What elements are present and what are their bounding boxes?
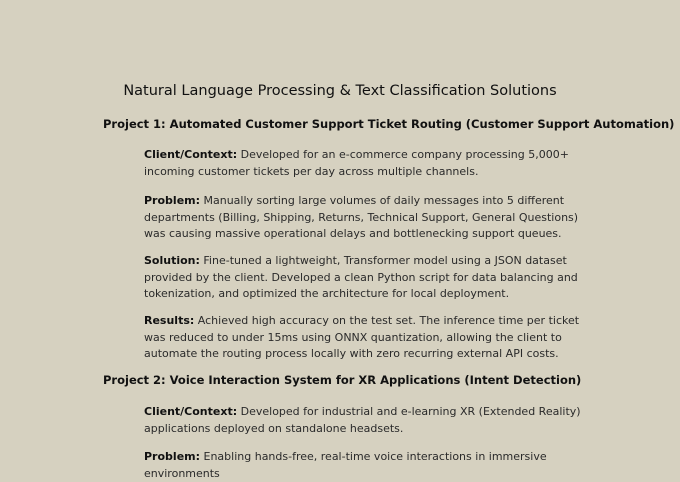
- project-1-problem-paragraph: [144, 193, 584, 243]
- problem-text: Manually sorting large volumes of daily messages into 5 different departments (Billing, Shipping, Returns, Technical Support, General Questions) was causing massive operational delays and bottlenecking support queues.: [144, 194, 579, 240]
- results-text: Achieved high accuracy on the test set. The inference time per ticket was reduced to under 15ms using ONNX quantization, allowing the client to automate the routing process locally with zero recurring external API costs.: [144, 314, 580, 360]
- project-1-results-paragraph: [144, 313, 584, 363]
- project-1-solution-paragraph: [144, 253, 584, 303]
- context-label: Client/Context:: [144, 148, 238, 161]
- solution-text: Fine-tuned a lightweight, Transformer model using a JSON dataset provided by the client. Developed a clean Python script for data balancing and tokenization, and optimized the architecture for local deployment.: [144, 254, 578, 300]
- problem-label: Problem:: [144, 450, 201, 463]
- document-title: Natural Language Processing & Text Classification Solutions: [123, 83, 557, 99]
- context-text: Developed for industrial and e-learning XR (Extended Reality) applications deployed on standalone headsets.: [144, 405, 581, 435]
- project-2-context-paragraph: [144, 404, 584, 437]
- results-label: Results:: [144, 314, 195, 327]
- context-text: Developed for an e-commerce company processing 5,000+ incoming customer tickets per day across multiple channels.: [144, 148, 569, 178]
- problem-text: Enabling hands-free, real-time voice interactions in immersive environments: [144, 450, 547, 480]
- project-1-context-paragraph: [144, 147, 584, 180]
- project-2-problem-paragraph: [144, 449, 584, 482]
- solution-label: Solution:: [144, 254, 200, 267]
- project-1-heading: Project 1: Automated Customer Support Ticket Routing (Customer Support Automation): [103, 117, 675, 131]
- project-2-heading: Project 2: Voice Interaction System for XR Applications (Intent Detection): [103, 373, 582, 387]
- problem-label: Problem:: [144, 194, 201, 207]
- context-label: Client/Context:: [144, 405, 238, 418]
